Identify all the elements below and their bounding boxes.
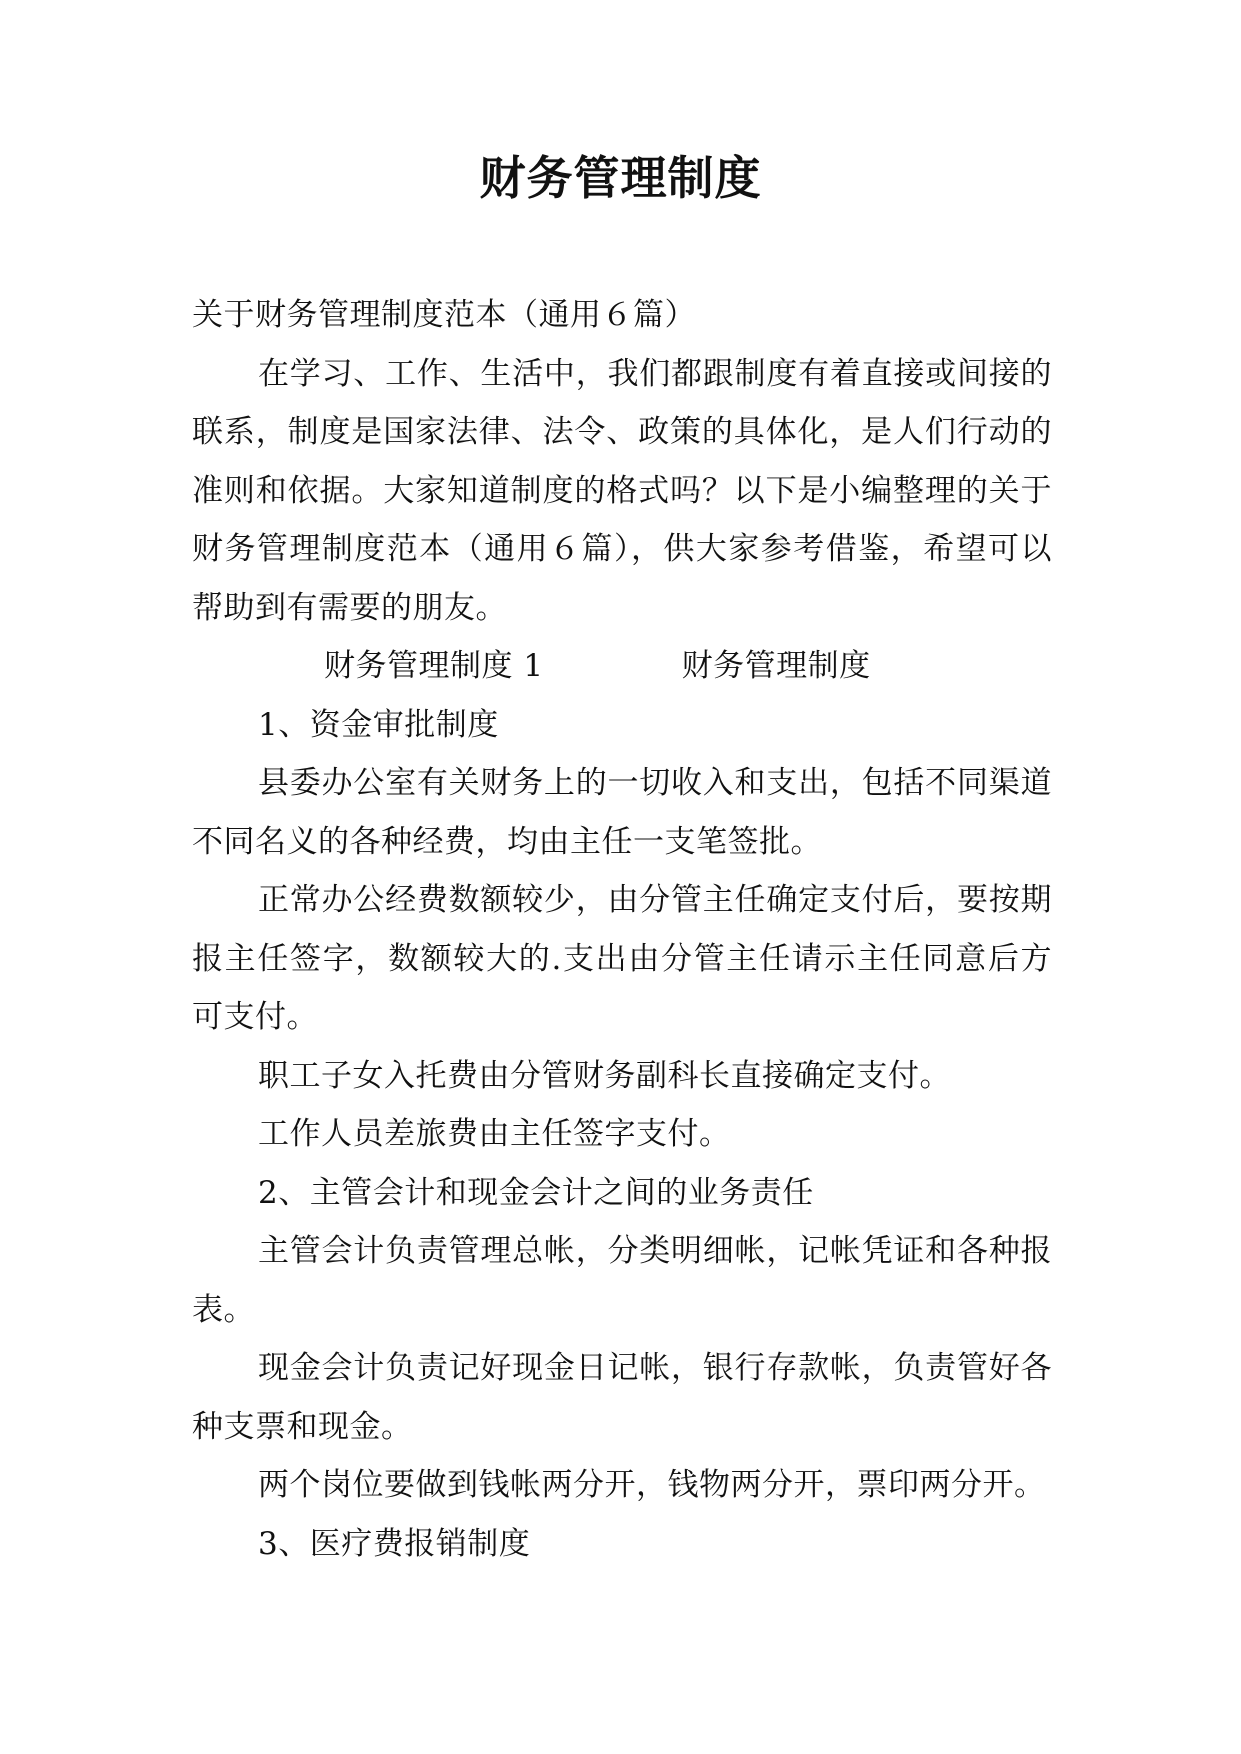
section-label: 财务管理制度 1 (324, 648, 544, 684)
item-heading-3: 3、医疗费报销制度 (258, 1525, 531, 1562)
item-heading-1: 1、资金审批制度 (258, 706, 499, 743)
paragraph: 正常办公经费数额较少，由分管主任确定支付后，要按期报主任签字，数额较大的.支出由分管主任请示主任同意后方可支付。 (192, 882, 1052, 1035)
section-heading (192, 637, 1052, 696)
paragraph: 工作人员差旅费由主任签字支付。 (258, 1116, 731, 1152)
intro-paragraph: 在学习、工作、生活中，我们都跟制度有着直接或间接的联系，制度是国家法律、法令、政策的具体化，是人们行动的准则和依据。大家知道制度的格式吗？以下是小编整理的关于财务管理制度范本（通用６篇），供大家参考借鉴，希望可以帮助到有需要的朋友。 (192, 355, 1052, 626)
item-heading-2: 2、主管会计和现金会计之间的业务责任 (258, 1174, 814, 1211)
paragraph: 两个岗位要做到钱帐两分开，钱物两分开，票印两分开。 (258, 1467, 1046, 1503)
document-subtitle: 关于财务管理制度范本（通用６篇） (192, 297, 696, 333)
paragraph: 职工子女入托费由分管财务副科长直接确定支付。 (258, 1057, 951, 1094)
paragraph: 现金会计负责记好现金日记帐，银行存款帐，负责管好各种支票和现金。 (192, 1350, 1052, 1445)
document-body (192, 286, 1052, 1573)
paragraph: 县委办公室有关财务上的一切收入和支出，包括不同渠道不同名义的各种经费，均由主任一支笔签批。 (192, 765, 1052, 860)
document-title: 财务管理制度 (479, 151, 762, 205)
section-title: 财务管理制度 (681, 648, 871, 684)
paragraph: 主管会计负责管理总帐，分类明细帐，记帐凭证和各种报表。 (192, 1233, 1052, 1328)
